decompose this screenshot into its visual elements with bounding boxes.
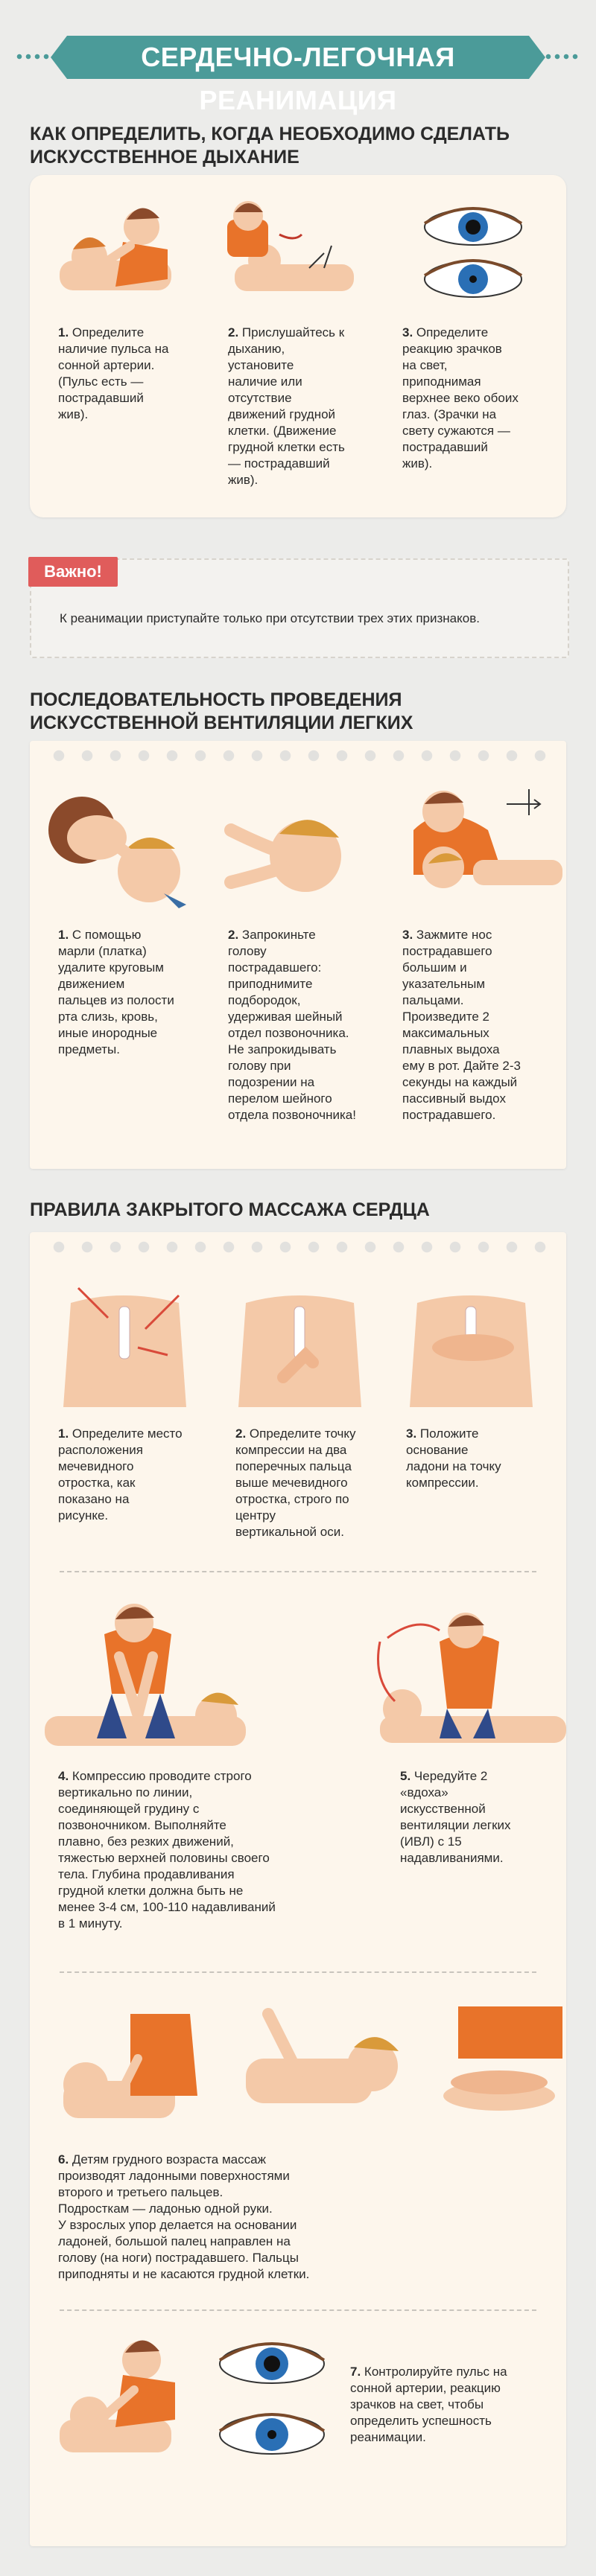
divider: [60, 1971, 536, 1973]
palm-placement-illustration: [402, 1281, 540, 1411]
section2-title: [30, 689, 566, 735]
section2-title-line2: ИСКУССТВЕННОЙ ВЕНТИЛЯЦИИ ЛЕГКИХ: [30, 712, 413, 733]
s2-step-3: 3. Зажмите нос пострадавшего большим и указательным пальцами. Произведите 2 максимальных плавных выдоха ему в рот. Дайте 2-3 секунды на каждый пассивный выдох пострадавшего.: [402, 928, 522, 1122]
divider: [60, 2309, 536, 2311]
pulse-monitor-illustration: [52, 2330, 201, 2479]
xiphoid-location-illustration: [56, 1281, 194, 1411]
s1-step-1: 1. Определите наличие пульса на сонной артерии. (Пульс есть — пострадавший жив).: [58, 325, 169, 421]
s1-step-2: 2. Прислушайтесь к дыханию, установите наличие или отсутствие движений грудной клетки. (Движение грудной клетки есть — пострадавший жив).: [228, 325, 345, 487]
s3-step-2: 2. Определите точку компрессии на два поперечных пальца выше мечевидного отростка, строго по центру вертикальной оси.: [235, 1426, 356, 1539]
notebook-holes: [45, 1241, 551, 1253]
divider: [60, 1571, 536, 1572]
s3-step-4: 4. Компрессию проводите строго вертикально по линии, соединяющей грудину с позвоночником. Выполняйте плавно, без резких движений, тяжестью верхней половины своего тела. Глубина продавливания грудной клетки должна быть не менее 3-4 см, 100-110 надавливаний в 1 минуту.: [58, 1769, 276, 1931]
section1-title-line2: ИСКУССТВЕННОЕ ДЫХАНИЕ: [30, 147, 299, 168]
pupil-check-illustration: [207, 2334, 337, 2472]
pulse-check-illustration: [52, 197, 179, 309]
decor-dots-left: [15, 52, 52, 61]
notebook-holes: [45, 750, 551, 762]
s1-step-3: 3. Определите реакцию зрачков на свет, приподнимая верхнее веко обоих глаз. (Зрачки на свету сужаются — пострадавший жив).: [402, 325, 519, 471]
section1-title-line1: КАК ОПРЕДЕЛИТЬ, КОГДА НЕОБХОДИМО СДЕЛАТЬ: [30, 124, 510, 144]
page-title: СЕРДЕЧНО-ЛЕГОЧНАЯ РЕАНИМАЦИЯ: [67, 36, 529, 79]
s3-step-5: 5. Чередуйте 2 «вдоха» искусственной вентиляции легких (ИВЛ) с 15 надавливаниями.: [400, 1769, 511, 1865]
infant-compression-illustration: [56, 1999, 209, 2140]
s3-step-7: 7. Контролируйте пульс на сонной артерии, реакцию зрачков на свет, чтобы определить успешность реанимации.: [350, 2365, 507, 2444]
head-tilt-illustration: [216, 800, 358, 912]
rescue-breath-illustration: [384, 778, 566, 897]
s2-step-2: 2. Запрокиньте голову пострадавшего: приподнимите подбородок, удерживая шейный отдел позвоночника. Не запрокидывать голову при подозрении на перелом шейного отдела позвоночника!: [228, 928, 356, 1122]
adult-hand-position-illustration: [428, 1999, 566, 2140]
s3-step-3: 3. Положите основание ладони на точку компрессии.: [406, 1426, 501, 1490]
important-tag: Важно!: [28, 557, 118, 587]
decor-dots-right: [544, 52, 581, 61]
s2-step-1: 1. С помощью марли (платка) удалите круговым движением пальцев из полости рта слизь, кровь, иные инородные предметы.: [58, 928, 174, 1056]
section1-title: [30, 123, 566, 169]
chest-compression-illustration: [30, 1597, 276, 1757]
section3-title: ПРАВИЛА ЗАКРЫТОГО МАССАЖА СЕРДЦА: [30, 1199, 430, 1220]
s3-step-6: 6. Детям грудного возраста массаж производят ладонными поверхностями второго и третьего пальцев. Подросткам — ладонью одной руки. У взрослых упор делается на основании ладоней, большой палец направлен на голову (на ноги) пострадавшего. Пальцы приподняты и не касаются грудной клетки.: [58, 2152, 310, 2281]
teen-compression-illustration: [238, 1999, 406, 2140]
s3-step-1: 1. Определите место расположения мечевидного отростка, как показано на рисунке.: [58, 1426, 183, 1523]
breathing-check-illustration: [220, 197, 361, 309]
pupil-reaction-illustration: [413, 201, 533, 305]
mouth-cleaning-illustration: [37, 789, 194, 908]
important-text: К реанимации приступайте только при отсутствии трех этих признаков.: [60, 611, 480, 625]
alternate-breathing-illustration: [358, 1597, 570, 1757]
section2-title-line1: ПОСЛЕДОВАТЕЛЬНОСТЬ ПРОВЕДЕНИЯ: [30, 689, 402, 710]
compression-point-illustration: [231, 1281, 369, 1411]
